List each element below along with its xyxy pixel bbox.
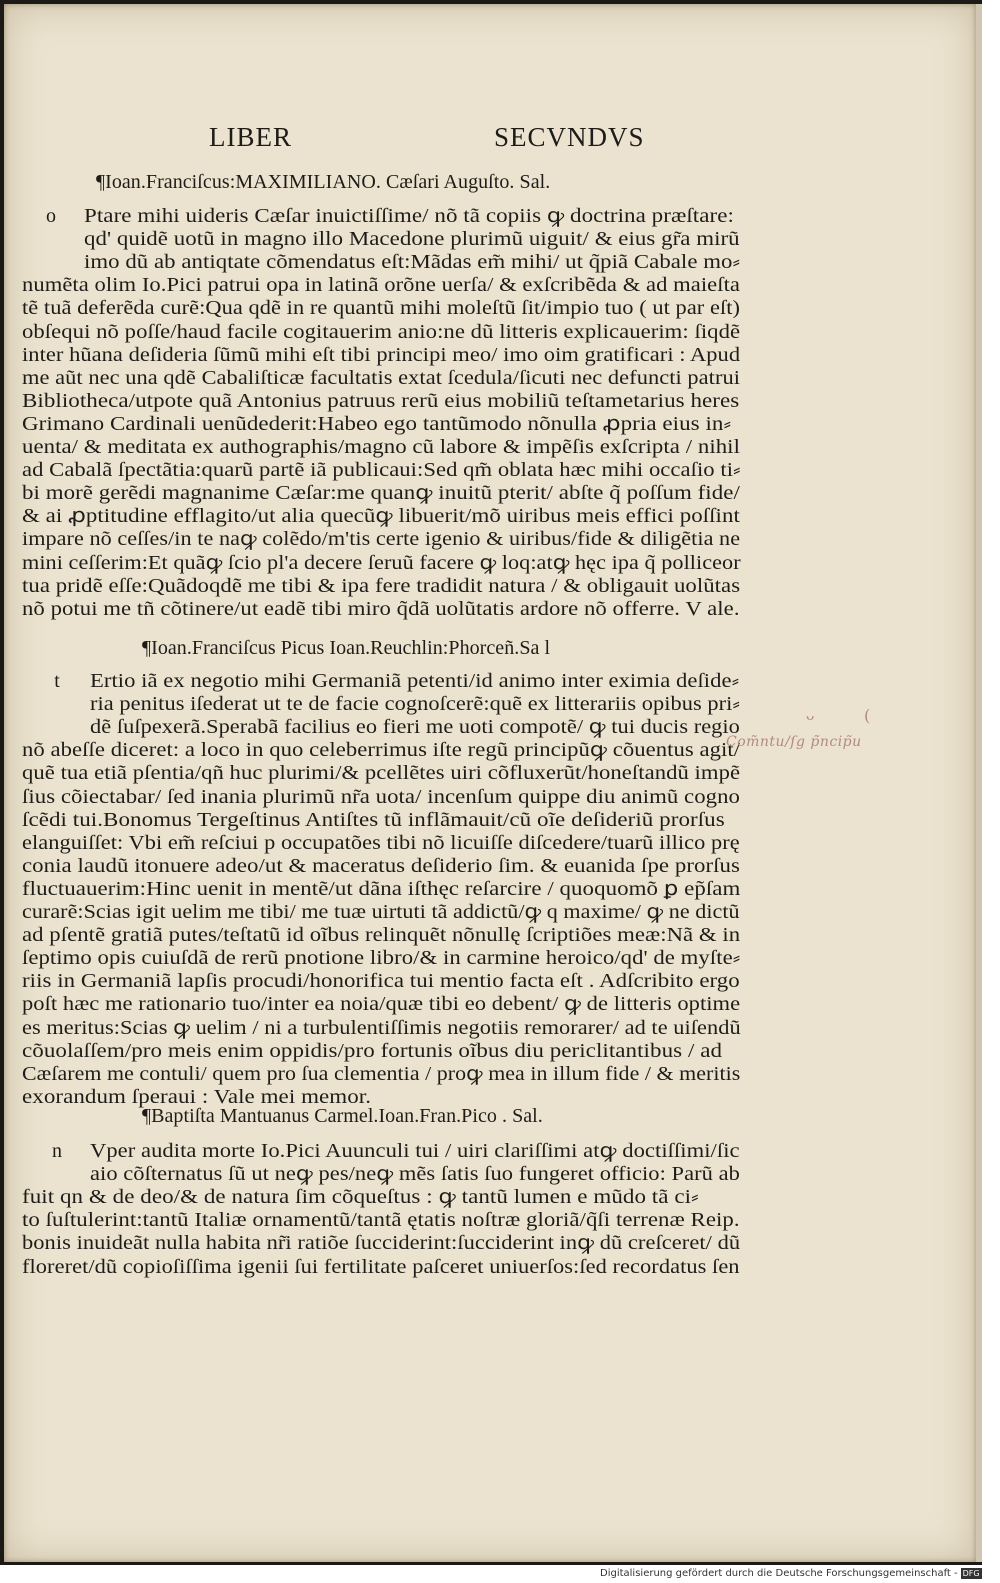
text-line: fuit qn & de deo/& de natura ſim cõqueſtus : ꝙ tantũ lumen e mũdo tã ci⸗ bbox=[22, 1186, 699, 1209]
margin-mark: ( bbox=[864, 706, 871, 725]
text-line: qd' quidẽ uotũ in magno illo Macedone plurimũ uiguit/ & eius gr̃a mirũ bbox=[84, 228, 740, 251]
footer-credit bbox=[600, 1564, 1000, 1583]
text-line: ria penitus iſederat ut te de facie cognoſcerẽ:quẽ ex litterariis opibus pri⸗ bbox=[90, 693, 740, 716]
letter-heading: ¶Baptiſta Mantuanus Carmel.Ioan.Fran.Pico . Sal. bbox=[142, 1105, 543, 1127]
guide-initial: o bbox=[46, 205, 56, 227]
text-line: & ai ꝓptitudine efflagito/ut alia quecũꝙ libuerit/mõ uiribus meis effici poſſint bbox=[22, 505, 740, 528]
text-line: uenta/ & meditata ex authographis/magno cũ labore & impẽſis exſcripta / nihil bbox=[22, 436, 740, 458]
text-line: quẽ tua etiã pſentia/qñ huc plurimi/& pcellẽtes uiri cõfluxerũt/honeſtandũ impẽ bbox=[22, 762, 741, 785]
text-line: numẽta olim Io.Pici patrui opa in latinã orõne uerſa/ & exſcribẽda & ad maieſta bbox=[22, 274, 741, 297]
text-line: Ertio iã ex negotio mihi Germaniã petenti/id animo inter eximia deſide⸗ bbox=[90, 670, 740, 692]
text-line: inter hũana deſideria ſũmũ mihi eſt tibi principi meo/ imo oim gratificari : Apud bbox=[22, 343, 741, 366]
text-line: bonis inuideãt nulla habita nr̃i ratiõe ſucciderint:ſucciderint inꝙ dũ creſceret/ dũ bbox=[22, 1232, 741, 1255]
letter-heading: ¶Ioan.Franciſcus Picus Ioan.Reuchlin:Phorceñ.Sa l bbox=[142, 637, 551, 659]
text-line: impare nõ ceſſes/in te naꝙ colẽdo/m'tis certe igenio & uiribus/fide & diligẽtia ne bbox=[22, 528, 741, 551]
text-line: me aũt nec una qdẽ Cabaliſticæ facultatis extat ſcedula/ſicuti nec defuncti patrui bbox=[22, 366, 741, 389]
text-line: imo dũ ab antiqtate cõmendatus eſt:Mãdas em̃ mihi/ ut q̃piã Cabale mo⸗ bbox=[84, 251, 741, 274]
text-line: ſeptimo opis cuiuſdã de rerũ pnotione libro/& in carmine heroico/qd' de myſte⸗ bbox=[22, 947, 741, 970]
footer-text: Digitalisierung gefördert durch die Deutsche Forschungsgemeinschaft - bbox=[600, 1568, 958, 1579]
text-line: ſcẽdi tui.Bonomus Tergeſtinus Antiſtes tũ inflãmauit/cũ oĩe deſideriũ prorſus bbox=[22, 808, 725, 831]
margin-annotation: Com̃ntu/ſg p̃ncip̃u bbox=[726, 734, 862, 750]
text-line: riis in Germaniã lapſis procudi/honorifica tui mentio facta eſt . Adſcribito ergo bbox=[22, 970, 740, 993]
text-line: ad Cabalã ſpectãtia:quarũ partẽ iã publicaui:Sed qm̃ oblata hæc mihi occaſio ti⸗ bbox=[22, 459, 741, 482]
text-line: floreret/dũ copioſiſſima igenii ſui fertilitate paſceret uniuerſos:ſed recordatus ſen bbox=[22, 1255, 740, 1278]
text-line: Vper audita morte Io.Pici Auunculi tui / uiri clariſſimi atꝙ doctiſſimi/ſic bbox=[90, 1140, 740, 1162]
running-head-left: LIBER bbox=[209, 122, 292, 152]
text-line: obſequi nõ poſſe/haud facile cogitauerim anio:ne dũ litteris explicauerim: ſiqdẽ bbox=[22, 320, 741, 343]
text-line: nõ abeſſe diceret: a loco in quo celeberrimus iſte regũ principũꝙ cõuentus agit/ bbox=[22, 739, 741, 762]
margin-mark: ᴗ bbox=[806, 708, 815, 724]
text-line: es meritus:Scias ꝙ uelim / ni a turbulentiſſimis negotiis remorarer/ ad te uiſendũ bbox=[22, 1016, 741, 1039]
text-line: bi morẽ gerẽdi magnanime Cæſar:me quanꝙ inuitũ pterit/ abſte q̃ poſſum fide/ bbox=[22, 482, 740, 505]
text-line: curarẽ:Scias igit uelim me tibi/ me tuæ uirtuti tã addictũ/ꝙ q maxime/ ꝙ ne dictũ bbox=[22, 901, 740, 923]
text-line: poſt hæc me rationario tuo/inter ea noia/quæ tibi eo debent/ ꝙ de litteris optime bbox=[22, 993, 741, 1016]
text-line: conia laudũ itonuere adeo/ut & maceratus deſiderio ſim. & euanida ſpe prorſus bbox=[22, 854, 740, 877]
text-line: to ſuſtulerint:tantũ Italiæ ornamentũ/tantã ętatis noſtræ gloriã/q̃ſi terrenæ Reip. bbox=[22, 1209, 740, 1232]
guide-initial: t bbox=[54, 670, 60, 692]
text-line: dẽ ſuſpexerã.Sperabã facilius eo fieri me uoti compotẽ/ ꝙ tui ducis regio bbox=[90, 716, 740, 739]
text-line: fluctuauerim:Hinc uenit in mentẽ/ut dãna iſthęc reſarcire / quoquomõ ꝑ ep̃ſam bbox=[22, 877, 741, 900]
text-line: elanguiſſet: Vbi em̃ reſciui p occupatões tibi nõ licuiſſe diſcedere/tuarũ illico prę bbox=[22, 831, 740, 854]
text-line: mini ceſſerim:Et quãꝙ ſcio pl'a decere ſeruũ facere ꝙ loq:atꝙ hęc ipa q̃ polliceor bbox=[22, 551, 741, 574]
letter-heading: ¶Ioan.Franciſcus:MAXIMILIANO. Cæſari Auguſto. Sal. bbox=[96, 171, 551, 193]
guide-initial: n bbox=[52, 1140, 62, 1162]
text-line: ad pſentẽ gratiã putes/teſtatũ id oĩbus relinquẽt nõnullę ſcriptiões meæ:Nã & in bbox=[22, 924, 741, 947]
text-line: Grimano Cardinali uenũdederit:Habeo ego tantũmodo nõnulla ꝓpria eius in⸗ bbox=[22, 412, 732, 435]
text-line: Cæſarem me contuli/ quem pro ſua clementia / proꝙ mea in illum fide / & meritis bbox=[22, 1062, 741, 1085]
page-edge bbox=[976, 4, 982, 1562]
text-line: Ptare mihi uideris Cæſar inuictiſſime/ nõ tã copiis ꝙ doctrina præſtare: bbox=[84, 205, 734, 227]
text-line: nõ potui me tñ cõtinere/ut eadẽ tibi miro q̃dã uolũtatis ardore nõ offerre. V ale. bbox=[22, 597, 740, 620]
text-line: exorandum ſperaui : Vale mei memor. bbox=[22, 1085, 372, 1108]
text-line: tẽ tuã deferẽda curẽ:Qua qdẽ in re quantũ mihi moleſtũ ſit/impio tuo ( ut par eſt) bbox=[22, 297, 741, 320]
text-line: aio cõſternatus ſũ ut neꝙ pes/neꝙ mẽs ſatis ſuo fungeret officio: Parũ ab bbox=[90, 1163, 740, 1186]
text-line: ſius cõiectabar/ ſed inania plurimũ nr̃a uota/ incenſum quippe diu animũ cogno bbox=[22, 785, 740, 808]
running-head-right: SECVNDVS bbox=[494, 122, 645, 152]
text-line: cõuolaſſem/pro meis enim oppidis/pro fortunis oĩbus diu periclitantibus / ad bbox=[22, 1039, 723, 1062]
book-page bbox=[4, 4, 976, 1562]
text-line: tua pridẽ eſſe:Quãdoqdẽ me tibi & ipa fere tradidit natura / & obligauit uolũtas bbox=[22, 574, 741, 597]
text-line: Bibliotheca/utpote quã Antonius patruus rerũ eius mobiliũ teſtametarius heres bbox=[22, 389, 740, 412]
dfg-logo: DFG bbox=[962, 1568, 980, 1578]
